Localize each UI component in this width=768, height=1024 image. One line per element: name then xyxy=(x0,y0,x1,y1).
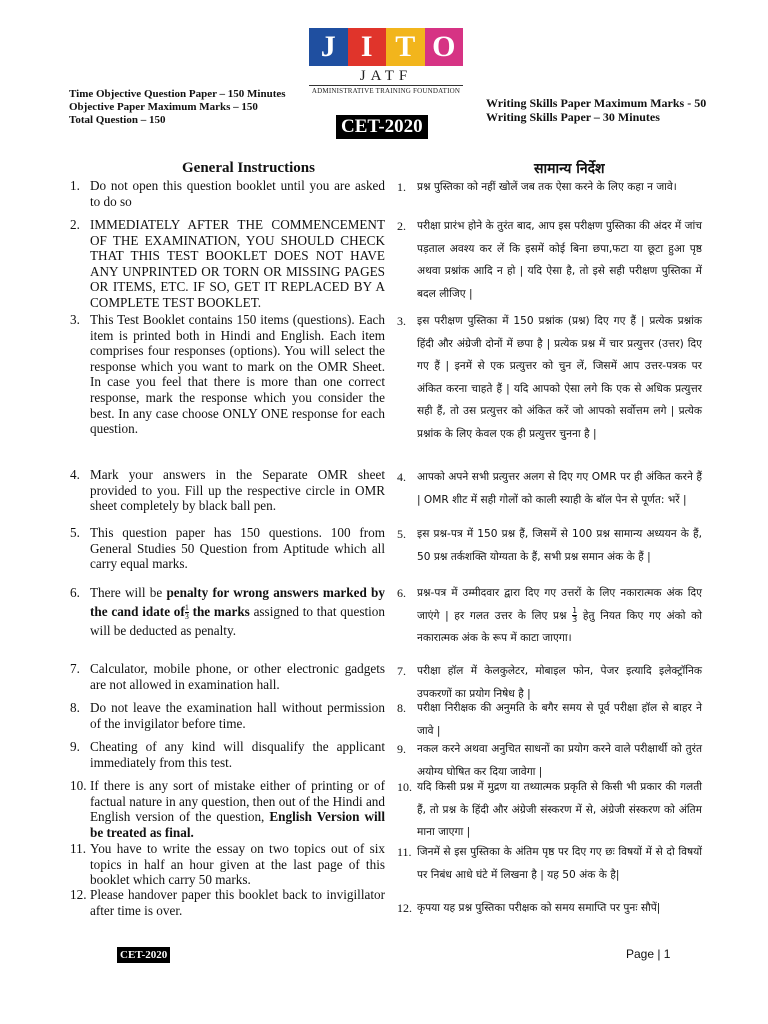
instruction-en-12 xyxy=(70,887,385,918)
item-text: IMMEDIATELY AFTER THE COMMENCEMENT OF THE EXAMINATION, YOU SHOULD CHECK THAT THIS TEST BOOKLET DOES NOT HAVE ANY UNPRINTED OR TORN OR MISSING PAGES OR ITEMS, ETC. IF SO, GET IT REPLACED BY A COMPLETE TEST BOOKLET. xyxy=(90,217,385,310)
meta-left xyxy=(69,88,286,127)
meta-line: Writing Skills Paper – 30 Minutes xyxy=(486,110,660,124)
item-number: 3. xyxy=(70,312,80,327)
logo-letter: T xyxy=(386,28,425,66)
exam-title: CET-2020 xyxy=(336,115,428,139)
item-number: 7. xyxy=(397,664,406,678)
item-number: 3. xyxy=(397,314,406,328)
item-text: Please handover paper this booklet back to invigillator after time is over. xyxy=(90,887,385,918)
item-text-part: हेतु नियत किए गए अंको को नकारात्मक अंक के रूप में काटा जाएगा। xyxy=(417,609,702,644)
item-text xyxy=(417,582,702,650)
page-number: Page | 1 xyxy=(626,947,671,961)
instruction-en-10 xyxy=(70,778,385,840)
item-text: This Test Booklet contains 150 items (questions). Each item is printed both in Hindi and English. Each item comprises four responses (options). You will select the response which you want to mark on the OMR Sheet. In case you feel that there is more than one correct response, mark the response which you consider the best. In any case choose ONLY ONE response for each question. xyxy=(90,312,385,437)
footer-exam-badge: CET-2020 xyxy=(117,947,170,963)
logo-letter: J xyxy=(309,28,348,66)
fraction-numerator: 1 xyxy=(572,606,578,615)
item-text: कृपया यह प्रश्न पुस्तिका परीक्षक को समय समाप्ति पर पुनः सौपें| xyxy=(417,902,661,914)
heading-english: General Instructions xyxy=(182,160,315,176)
item-text: परीक्षा प्रारंभ होने के तुरंत बाद, आप इस परीक्षण पुस्तिका की अंदर में जांच पड़ताल अवश्य कर लें कि इसमें कोई बिना छपा,फटा या छूटा हुआ पृष्ठ अथवा प्रश्नांक आदि न हो | यदि ऐसा है, तो इसे सही परीक्षण पुस्तिका में बदल लीजिए | xyxy=(417,220,702,300)
item-text-part: प्रश्न-पत्र में उम्मीदवार द्वारा दिए गए उत्तरों के लिए नकारात्मक अंक दिए जाएंगे | हर गलत उत्तर के लिए प्रश्न xyxy=(417,587,702,622)
item-text: Do not open this question booklet until you are asked to do so xyxy=(90,178,385,209)
fraction-numerator: 1 xyxy=(184,603,189,613)
item-number: 5. xyxy=(70,525,80,540)
item-number: 8. xyxy=(70,700,80,715)
item-text-part: There will be xyxy=(90,585,167,600)
item-number: 2. xyxy=(70,217,80,232)
instruction-hi-11 xyxy=(397,841,702,886)
instruction-en-6 xyxy=(70,583,385,640)
item-number: 9. xyxy=(397,742,406,756)
instruction-hi-3 xyxy=(397,310,702,445)
item-number: 8. xyxy=(397,701,406,715)
item-text: Cheating of any kind will disqualify the applicant immediately from this test. xyxy=(90,739,385,770)
item-text: Calculator, mobile phone, or other electronic gadgets are not allowed in examination hall. xyxy=(90,661,385,692)
item-text: Mark your answers in the Separate OMR sheet provided to you. Fill up the respective circle in OMR sheet completely by black ball pen. xyxy=(90,467,385,514)
instruction-en-11 xyxy=(70,841,385,888)
item-number: 6. xyxy=(397,586,406,600)
instruction-en-8 xyxy=(70,700,385,731)
logo-letter: O xyxy=(425,28,464,66)
item-number: 7. xyxy=(70,661,80,676)
instruction-en-9 xyxy=(70,739,385,770)
instruction-hi-8 xyxy=(397,697,702,742)
meta-right xyxy=(486,96,706,124)
item-text-bold: penalty for wrong answers marked by the cand idate of xyxy=(90,585,385,619)
instruction-hi-2 xyxy=(397,215,702,305)
instruction-en-7 xyxy=(70,661,385,692)
logo-letters xyxy=(309,28,463,66)
item-text: नकल करने अथवा अनुचित साधनों का प्रयोग करने वाले परीक्षार्थी को तुरंत अयोग्य घोषित कर दिया जावेगा | xyxy=(417,743,702,778)
item-number: 1. xyxy=(70,178,80,193)
item-text xyxy=(90,583,385,640)
logo-name: JATF xyxy=(359,68,413,84)
item-text-part: If there is any sort of mistake either of printing or of factual nature in any question, then out of the Hindi and English version of the question, xyxy=(90,778,385,825)
instruction-hi-1 xyxy=(397,176,702,199)
instruction-hi-10 xyxy=(397,776,702,844)
item-text: आपको अपने सभी प्रत्युत्तर अलग से दिए गए OMR पर ही अंकित करने हैं | OMR शीट में सही गोलों को काली स्याही के बॉल पेन से पूर्णत: भरें | xyxy=(417,471,702,506)
instruction-en-5 xyxy=(70,525,385,572)
meta-line: Total Question – 150 xyxy=(69,114,166,126)
item-number: 6. xyxy=(70,585,80,600)
logo-subtitle: ADMINISTRATIVE TRAINING FOUNDATION xyxy=(309,85,463,95)
instruction-en-4 xyxy=(70,467,385,514)
item-number: 4. xyxy=(70,467,80,482)
instruction-en-3 xyxy=(70,312,385,437)
item-number: 5. xyxy=(397,527,406,541)
logo-letter: I xyxy=(348,28,387,66)
item-text: This question paper has 150 questions. 100 from General Studies 50 Question from Aptitude which all carry equal marks. xyxy=(90,525,385,572)
instruction-en-2 xyxy=(70,217,385,311)
fraction-denominator: 3 xyxy=(184,612,189,622)
item-number: 11. xyxy=(397,845,412,859)
item-text: इस प्रश्न-पत्र में 150 प्रश्न हैं, जिसमें से 100 प्रश्न सामान्य अध्ययन के हैं, 50 प्रश्न तर्कशक्ति योग्यता के हैं, सभी प्रश्न समान अंक के हैं | xyxy=(417,528,702,563)
instruction-hi-5 xyxy=(397,523,702,568)
meta-line: Time Objective Question Paper – 150 Minutes xyxy=(69,88,286,100)
item-number: 10. xyxy=(70,778,87,793)
instruction-hi-6 xyxy=(397,582,702,650)
instruction-en-1 xyxy=(70,178,385,209)
item-text: जिनमें से इस पुस्तिका के अंतिम पृष्ठ पर दिए गए छः विषयों में से दो विषयों पर निबंध आधे घंटे में लिखना है | यह 50 अंक के है| xyxy=(417,846,702,881)
item-number: 4. xyxy=(397,470,406,484)
item-text-bold: the marks xyxy=(188,604,250,619)
item-text: Do not leave the examination hall without permission of the invigilator before time. xyxy=(90,700,385,731)
item-text-bold: English Version will be treated as final. xyxy=(90,809,385,840)
item-text: परीक्षा निरीक्षक की अनुमति के बगैर समय से पूर्व परीक्षा हॉल से बाहर ने जावे | xyxy=(417,702,702,737)
item-text: प्रश्न पुस्तिका को नहीं खोलें जब तक ऐसा करने के लिए कहा न जावे। xyxy=(417,181,677,193)
fraction-denominator: 3 xyxy=(572,615,578,624)
item-text: यदि किसी प्रश्न में मुद्रण या तथ्यात्मक प्रकृति से किसी भी प्रकार की गलती हैं, तो प्रश्न के हिंदी और अंग्रेजी संस्करण में से, अंग्रेजी संस्करण को अंतिम माना जाएगा | xyxy=(417,781,702,838)
item-number: 10. xyxy=(397,780,412,794)
jito-logo xyxy=(309,28,463,100)
item-text: परीक्षा हॉल में केलकुलेटर, मोबाइल फोन, पेजर इत्यादि इलेक्ट्रॉनिक उपकरणों का प्रयोग निषेध है | xyxy=(417,665,702,700)
meta-line: Writing Skills Paper Maximum Marks - 50 xyxy=(486,96,707,110)
meta-line: Objective Paper Maximum Marks – 150 xyxy=(69,101,258,113)
item-number: 1. xyxy=(397,180,406,194)
item-number: 2. xyxy=(397,219,406,233)
item-text: You have to write the essay on two topics out of six topics in half an hour given at the last page of this booklet which carry 50 marks. xyxy=(90,841,385,888)
item-text xyxy=(90,778,385,840)
heading-hindi: सामान्य निर्देश xyxy=(534,161,605,177)
instruction-hi-12 xyxy=(397,897,702,920)
instruction-hi-4 xyxy=(397,466,702,511)
item-number: 11. xyxy=(70,841,86,856)
item-number: 9. xyxy=(70,739,80,754)
item-number: 12. xyxy=(70,887,87,902)
item-text-part: assigned to that question will be deducted as penalty. xyxy=(90,604,385,639)
item-number: 12. xyxy=(397,901,412,915)
item-text: इस परीक्षण पुस्तिका में 150 प्रश्नांक (प्रश्न) दिए गए हैं | प्रत्येक प्रश्नांक हिंदी और अंग्रेजी दोनों में छपा है | प्रत्येक प्रश्न में चार प्रत्युत्तर (उत्तर) दिए गए हैं | इनमें से एक प्रत्युत्तर को चुन लें, जिसमें आप उत्तर-पत्रक पर अंकित करना चाहते हैं | यदि आपको ऐसा लगे कि एक से अधिक प्रत्युत्तर सही हैं, तो उस प्रत्युत्तर को अंकित करें जो आपको सर्वोत्तम लगे | प्रत्येक प्रश्नांक के लिए केवल एक ही प्रत्युत्तर चुनना है | xyxy=(417,315,702,440)
